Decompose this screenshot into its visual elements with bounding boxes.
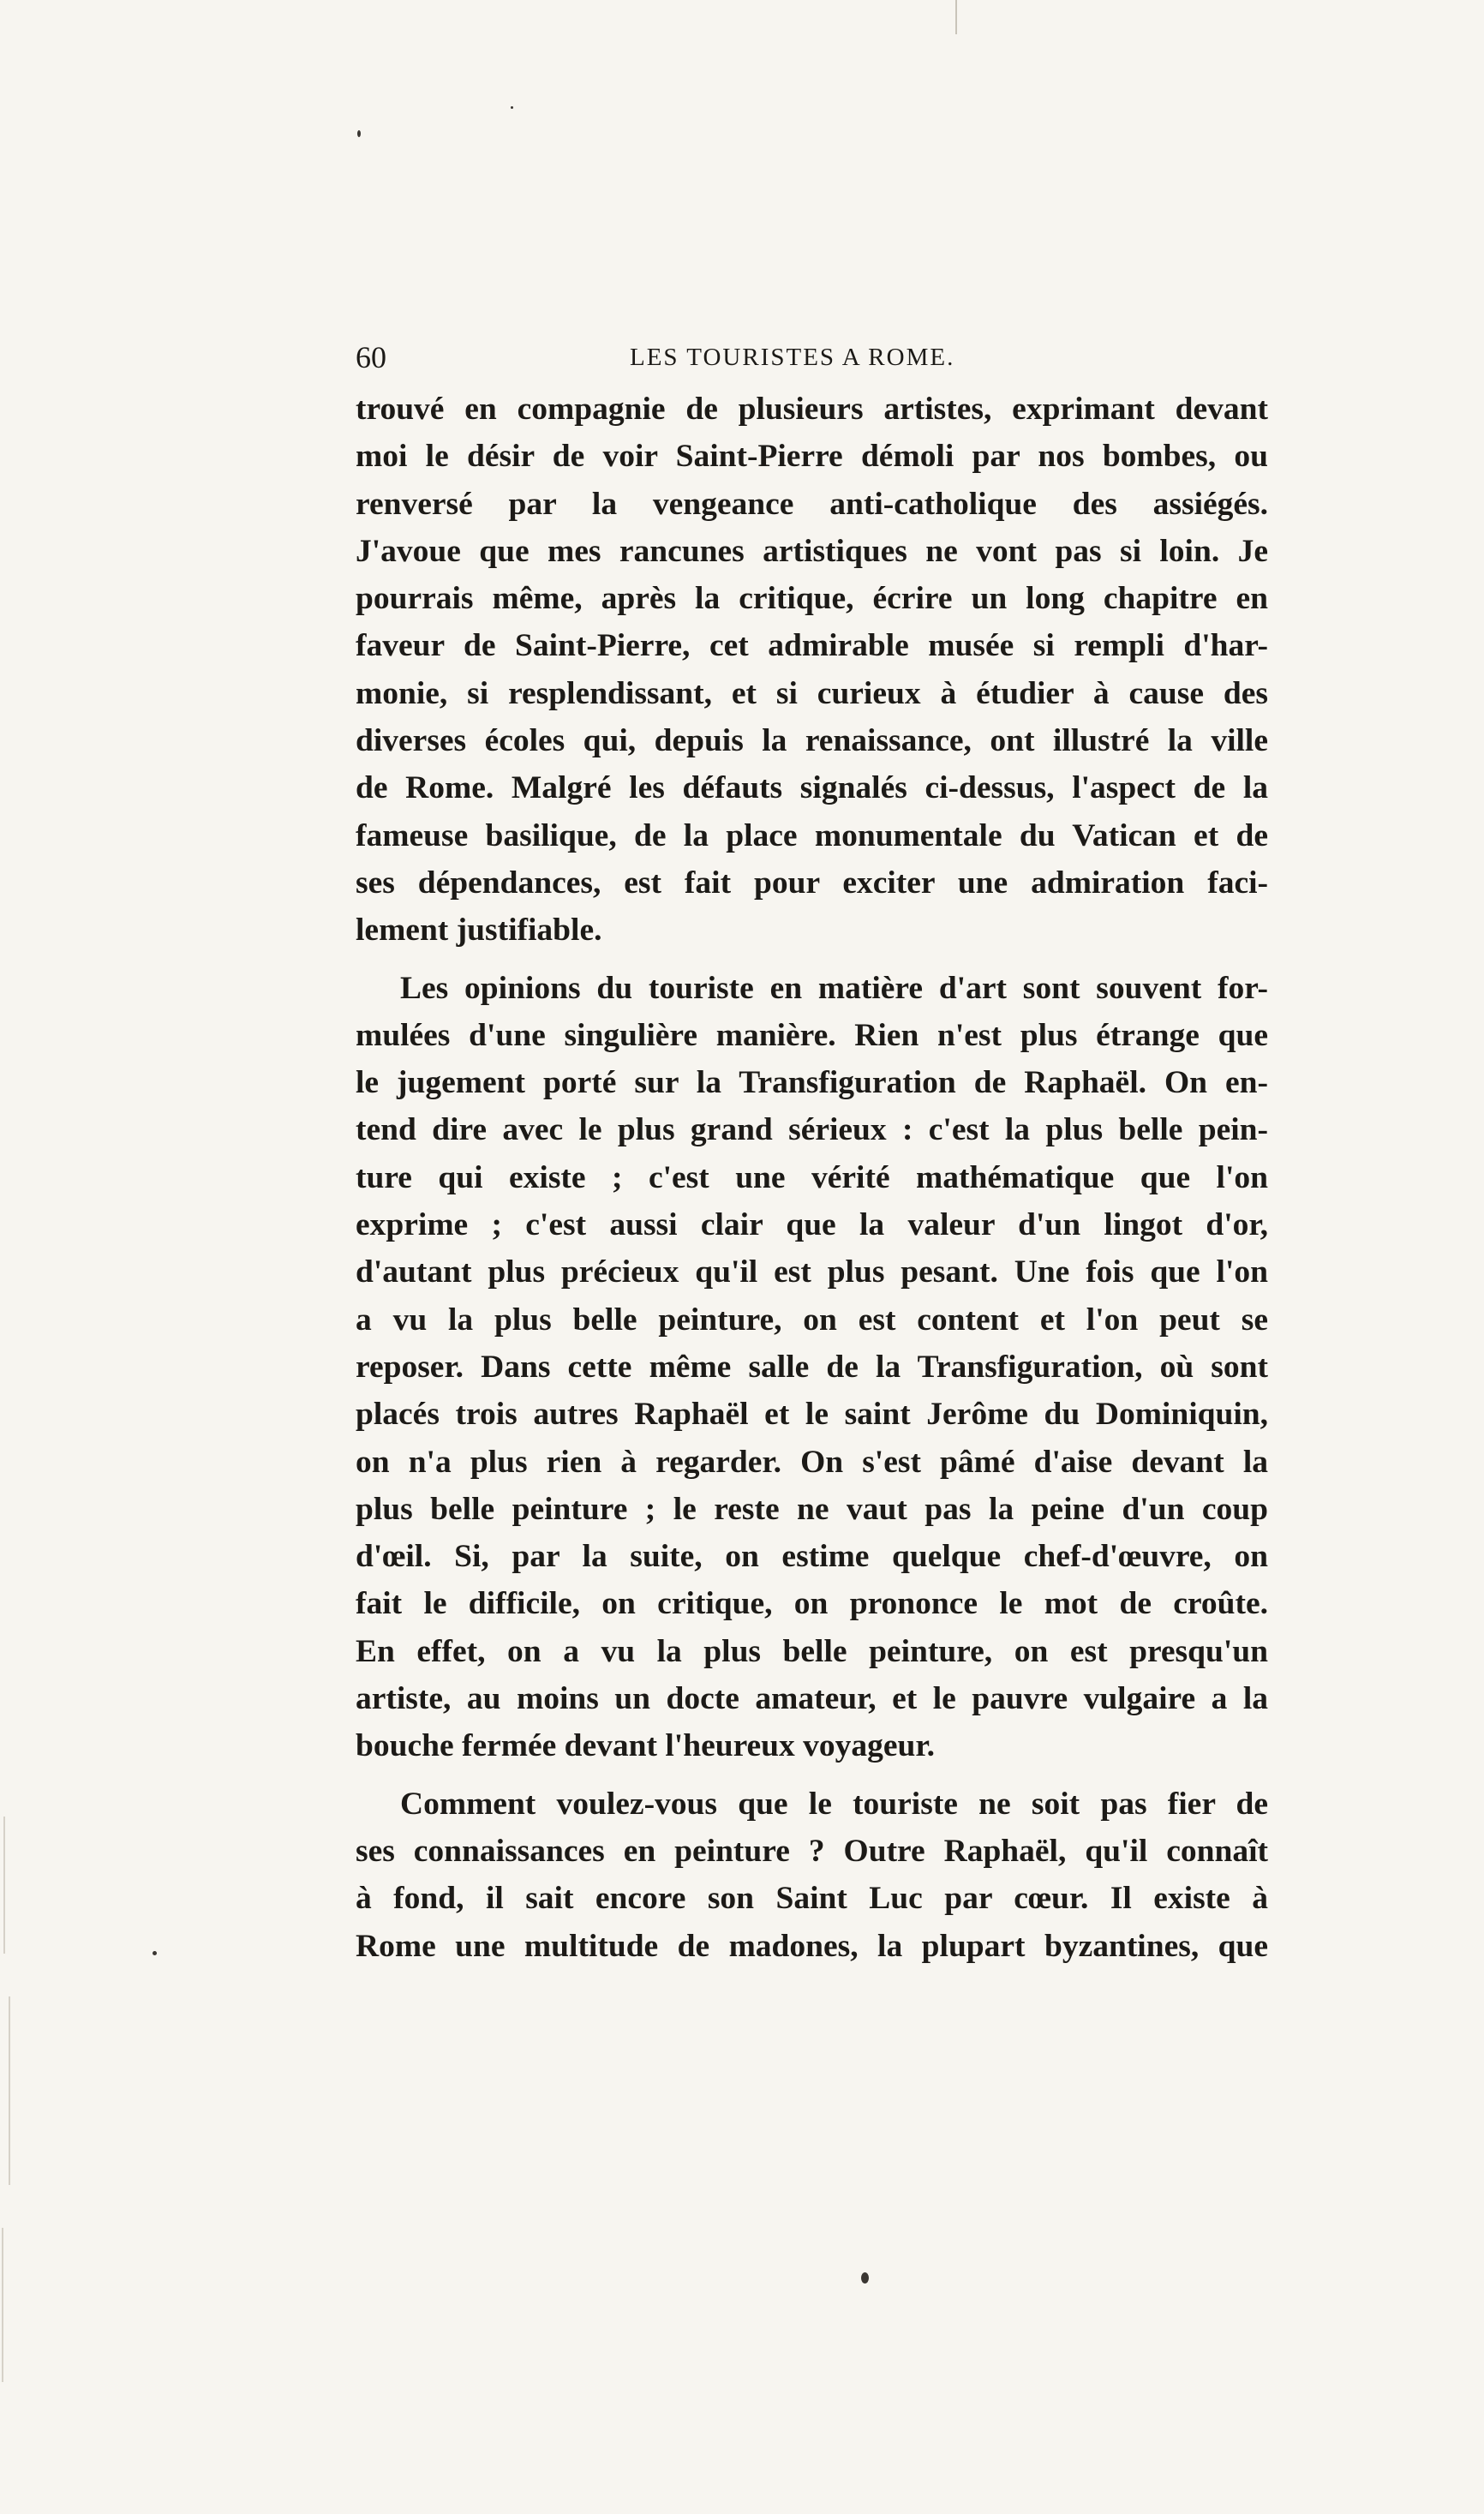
gutter-mark bbox=[9, 1996, 10, 2185]
text-line: d'autant plus précieux qu'il est plus pesant. Une fois que l'on bbox=[356, 1254, 1268, 1290]
gutter-mark bbox=[3, 1817, 5, 1954]
text-line: ses connaissances en peinture ? Outre Raphaël, qu'il connaît bbox=[356, 1833, 1268, 1869]
text-line: exprime ; c'est aussi clair que la valeur d'un lingot d'or, bbox=[356, 1207, 1268, 1243]
text-line: lement justifiable. bbox=[356, 913, 602, 949]
text-line: faveur de Saint-Pierre, cet admirable musée si rempli d'har- bbox=[356, 628, 1268, 664]
text-line: renversé par la vengeance anti-catholique des assiégés. bbox=[356, 486, 1268, 522]
scan-speck bbox=[153, 1951, 157, 1955]
gutter-mark bbox=[2, 2228, 3, 2382]
text-line: En effet, on a vu la plus belle peinture, on est presqu'un bbox=[356, 1633, 1268, 1669]
text-line: à fond, il sait encore son Saint Luc par cœur. Il existe à bbox=[356, 1881, 1268, 1917]
text-line: a vu la plus belle peinture, on est content et l'on peut se bbox=[356, 1302, 1268, 1338]
text-line: trouvé en compagnie de plusieurs artistes, exprimant devant bbox=[356, 392, 1268, 427]
text-line: ses dépendances, est fait pour exciter une admiration faci- bbox=[356, 865, 1268, 901]
text-line: ture qui existe ; c'est une vérité mathématique que l'on bbox=[356, 1159, 1268, 1195]
body-text bbox=[356, 386, 1268, 1970]
text-line: tend dire avec le plus grand sérieux : c'est la plus belle pein- bbox=[356, 1112, 1268, 1148]
text-line: Comment voulez-vous que le touriste ne soit pas fier de bbox=[400, 1786, 1268, 1822]
text-line: diverses écoles qui, depuis la renaissance, ont illustré la ville bbox=[356, 723, 1268, 759]
text-line: pourrais même, après la critique, écrire un long chapitre en bbox=[356, 581, 1268, 617]
text-line: mulées d'une singulière manière. Rien n'est plus étrange que bbox=[356, 1017, 1268, 1053]
paragraph-1 bbox=[356, 386, 1268, 955]
page-number: 60 bbox=[356, 340, 386, 374]
text-line: monie, si resplendissant, et si curieux à étudier à cause des bbox=[356, 675, 1268, 711]
text-line: de Rome. Malgré les défauts signalés ci-dessus, l'aspect de la bbox=[356, 770, 1268, 806]
scan-speck bbox=[511, 106, 513, 109]
text-line: Rome une multitude de madones, la plupart byzantines, que bbox=[356, 1928, 1268, 1964]
text-line: bouche fermée devant l'heureux voyageur. bbox=[356, 1728, 935, 1764]
text-line: plus belle peinture ; le reste ne vaut pas la peine d'un coup bbox=[356, 1491, 1268, 1527]
paragraph-3 bbox=[356, 1781, 1268, 1970]
text-line: placés trois autres Raphaël et le saint Jerôme du Dominiquin, bbox=[356, 1397, 1268, 1433]
scan-speck bbox=[357, 130, 361, 137]
text-line: le jugement porté sur la Transfiguration de Raphaël. On en- bbox=[356, 1065, 1268, 1101]
text-line: Les opinions du touriste en matière d'art sont souvent for- bbox=[400, 970, 1268, 1006]
running-head bbox=[356, 336, 1268, 379]
text-line: reposer. Dans cette même salle de la Transfiguration, où sont bbox=[356, 1349, 1268, 1385]
text-line: moi le désir de voir Saint-Pierre démoli par nos bombes, ou bbox=[356, 439, 1268, 475]
text-line: artiste, au moins un docte amateur, et le pauvre vulgaire a la bbox=[356, 1681, 1268, 1717]
paragraph-2 bbox=[356, 965, 1268, 1770]
running-title: LES TOURISTES A ROME. bbox=[630, 344, 955, 371]
text-line: fameuse basilique, de la place monumentale du Vatican et de bbox=[356, 817, 1268, 853]
text-line: on n'a plus rien à regarder. On s'est pâmé d'aise devant la bbox=[356, 1444, 1268, 1480]
text-line: fait le difficile, on critique, on prononce le mot de croûte. bbox=[356, 1586, 1268, 1622]
gutter-mark bbox=[955, 0, 957, 34]
text-line: J'avoue que mes rancunes artistiques ne vont pas si loin. Je bbox=[356, 533, 1268, 569]
scan-speck bbox=[861, 2272, 869, 2284]
text-line: d'œil. Si, par la suite, on estime quelque chef-d'œuvre, on bbox=[356, 1539, 1268, 1575]
